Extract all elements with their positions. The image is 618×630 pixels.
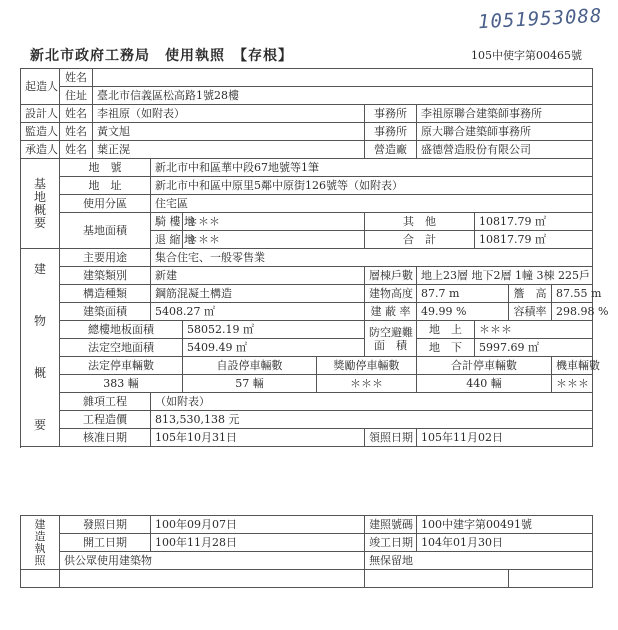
blank-cell-3 bbox=[365, 570, 509, 588]
permit-number-label: 建照號碼 bbox=[365, 516, 417, 534]
building-approval-label: 核准日期 bbox=[60, 429, 151, 447]
building-total-floor: 58052.19 ㎡ bbox=[183, 321, 365, 339]
building-structure-label: 構造種類 bbox=[60, 285, 151, 303]
building-use-label: 主要用途 bbox=[60, 249, 151, 267]
site-setback-label: 退 縮 地 bbox=[151, 231, 183, 249]
supervisor-firm: 原大聯合建築師事務所 bbox=[417, 123, 593, 141]
owner-label: 起造人 bbox=[21, 69, 60, 105]
building-floors-label: 層棟戶數 bbox=[365, 267, 417, 285]
site-arcade: ＊＊＊ bbox=[183, 213, 365, 231]
parking-value-total: 440 輛 bbox=[417, 375, 552, 393]
building-far-label: 容積率 bbox=[509, 303, 552, 321]
shelter-label-line2: 面 積 bbox=[374, 338, 407, 352]
building-eave-label: 簷 高 bbox=[509, 285, 552, 303]
site-section-label bbox=[21, 159, 60, 249]
parking-header-legal: 法定停車輛數 bbox=[60, 357, 183, 375]
building-below: 5997.69 ㎡ bbox=[475, 339, 593, 357]
site-other: 10817.79 ㎡ bbox=[475, 213, 593, 231]
site-lot-label: 地 號 bbox=[60, 159, 151, 177]
site-address: 新北市中和區中原里5鄰中原街126號等（如附表） bbox=[151, 177, 593, 195]
parking-header-motorcycle: 機車輛數 bbox=[552, 357, 593, 375]
building-misc: （如附表） bbox=[151, 393, 593, 411]
designer-name-label: 姓名 bbox=[60, 105, 93, 123]
parking-value-bonus: ＊＊＊ bbox=[317, 375, 417, 393]
building-far: 298.98 % bbox=[552, 303, 593, 321]
building-collect: 105年11月02日 bbox=[417, 429, 593, 447]
permit-table bbox=[20, 515, 593, 588]
building-floors: 地上23層 地下2層 1幢 3棟 225戶 bbox=[417, 267, 593, 285]
contractor-name-label: 姓名 bbox=[60, 141, 93, 159]
site-area-label: 基地面積 bbox=[60, 213, 151, 249]
building-section-label bbox=[21, 249, 60, 447]
supervisor-firm-label: 事務所 bbox=[365, 123, 417, 141]
site-char-4: 要 bbox=[33, 215, 46, 230]
building-cost-label: 工程造價 bbox=[60, 411, 151, 429]
supervisor-name: 黃文旭 bbox=[93, 123, 365, 141]
blank-cell-1 bbox=[21, 570, 60, 588]
supervisor-name-label: 姓名 bbox=[60, 123, 93, 141]
parking-header-total: 合計停車輛數 bbox=[417, 357, 552, 375]
site-zoning-label: 使用分區 bbox=[60, 195, 151, 213]
permit-char-1: 建 bbox=[34, 517, 46, 531]
building-floor-area: 5408.27 ㎡ bbox=[151, 303, 365, 321]
permit-start-label: 開工日期 bbox=[60, 534, 151, 552]
site-char-3: 概 bbox=[33, 202, 46, 217]
owner-address: 臺北市信義區松高路1號28樓 bbox=[93, 87, 593, 105]
site-total: 10817.79 ㎡ bbox=[475, 231, 593, 249]
building-above: ＊＊＊ bbox=[475, 321, 593, 339]
building-eave: 87.55 m bbox=[552, 285, 593, 303]
site-other-label: 其 他 bbox=[365, 213, 475, 231]
building-structure: 鋼筋混凝土構造 bbox=[151, 285, 365, 303]
building-cost: 813,530,138 元 bbox=[151, 411, 593, 429]
handwritten-number: 1051953088 bbox=[477, 4, 603, 34]
building-collect-label: 領照日期 bbox=[365, 429, 417, 447]
parking-value-legal: 383 輛 bbox=[60, 375, 183, 393]
shelter-label-line1: 防空避難 bbox=[369, 325, 413, 339]
license-number: 105中使字第00465號 bbox=[471, 49, 582, 62]
document-title: 新北市政府工務局 使用執照 【存根】 bbox=[30, 48, 293, 64]
permit-public-label: 供公眾使用建築物 bbox=[60, 552, 365, 570]
owner-address-label: 住址 bbox=[60, 87, 93, 105]
permit-char-2: 造 bbox=[34, 529, 46, 543]
permit-retain-label: 無保留地 bbox=[365, 552, 593, 570]
permit-char-4: 照 bbox=[34, 553, 46, 567]
building-shelter-label bbox=[365, 321, 417, 357]
building-coverage-label: 建 蔽 率 bbox=[365, 303, 417, 321]
site-lot: 新北市中和區華中段67地號等1筆 bbox=[151, 159, 593, 177]
building-coverage: 49.99 % bbox=[417, 303, 509, 321]
permit-char-3: 執 bbox=[34, 541, 46, 555]
site-address-label: 地 址 bbox=[60, 177, 151, 195]
building-floor-area-label: 建築面積 bbox=[60, 303, 151, 321]
contractor-label: 承造人 bbox=[21, 141, 60, 159]
supervisor-label: 監造人 bbox=[21, 123, 60, 141]
permit-number: 100中建字第00491號 bbox=[417, 516, 593, 534]
permit-section-label bbox=[21, 516, 60, 570]
building-below-label: 地 下 bbox=[417, 339, 475, 357]
blank-cell-2 bbox=[60, 570, 365, 588]
site-char-1: 基 bbox=[33, 176, 46, 191]
contractor-firm-label: 營造廠 bbox=[365, 141, 417, 159]
license-table bbox=[20, 68, 609, 447]
building-char-2: 物 bbox=[33, 314, 46, 328]
permit-finish: 104年01月30日 bbox=[417, 534, 593, 552]
permit-start: 100年11月28日 bbox=[151, 534, 365, 552]
permit-issue: 100年09月07日 bbox=[151, 516, 365, 534]
building-above-label: 地 上 bbox=[417, 321, 475, 339]
site-char-2: 地 bbox=[33, 189, 46, 204]
building-type-label: 建築類別 bbox=[60, 267, 151, 285]
permit-finish-label: 竣工日期 bbox=[365, 534, 417, 552]
building-char-3: 概 bbox=[33, 366, 46, 380]
designer-firm: 李祖原聯合建築師事務所 bbox=[417, 105, 593, 123]
building-open-space: 5409.49 ㎡ bbox=[183, 339, 365, 357]
parking-header-self: 自設停車輛數 bbox=[183, 357, 317, 375]
building-type: 新建 bbox=[151, 267, 365, 285]
designer-label: 設計人 bbox=[21, 105, 60, 123]
contractor-name: 葉正滉 bbox=[93, 141, 365, 159]
building-height: 87.7 m bbox=[417, 285, 509, 303]
permit-issue-label: 發照日期 bbox=[60, 516, 151, 534]
designer-name: 李祖原（如附表） bbox=[93, 105, 365, 123]
site-total-label: 合 計 bbox=[365, 231, 475, 249]
designer-firm-label: 事務所 bbox=[365, 105, 417, 123]
building-use: 集合住宅、一般零售業 bbox=[151, 249, 593, 267]
building-total-floor-label: 總樓地板面積 bbox=[60, 321, 183, 339]
building-open-space-label: 法定空地面積 bbox=[60, 339, 183, 357]
owner-name bbox=[93, 69, 593, 87]
building-misc-label: 雜項工程 bbox=[60, 393, 151, 411]
building-approval: 105年10月31日 bbox=[151, 429, 365, 447]
site-zoning: 住宅區 bbox=[151, 195, 593, 213]
site-setback: ＊＊＊ bbox=[183, 231, 365, 249]
contractor-firm: 盛德營造股份有限公司 bbox=[417, 141, 593, 159]
parking-value-motorcycle: ＊＊＊ bbox=[552, 375, 593, 393]
building-char-1: 建 bbox=[33, 262, 46, 276]
site-arcade-label: 騎 樓 地 bbox=[151, 213, 183, 231]
building-height-label: 建物高度 bbox=[365, 285, 417, 303]
parking-value-self: 57 輛 bbox=[183, 375, 317, 393]
owner-name-label: 姓名 bbox=[60, 69, 93, 87]
blank-cell-4 bbox=[509, 570, 593, 588]
parking-header-bonus: 獎勵停車輛數 bbox=[317, 357, 417, 375]
building-char-4: 要 bbox=[33, 418, 46, 432]
